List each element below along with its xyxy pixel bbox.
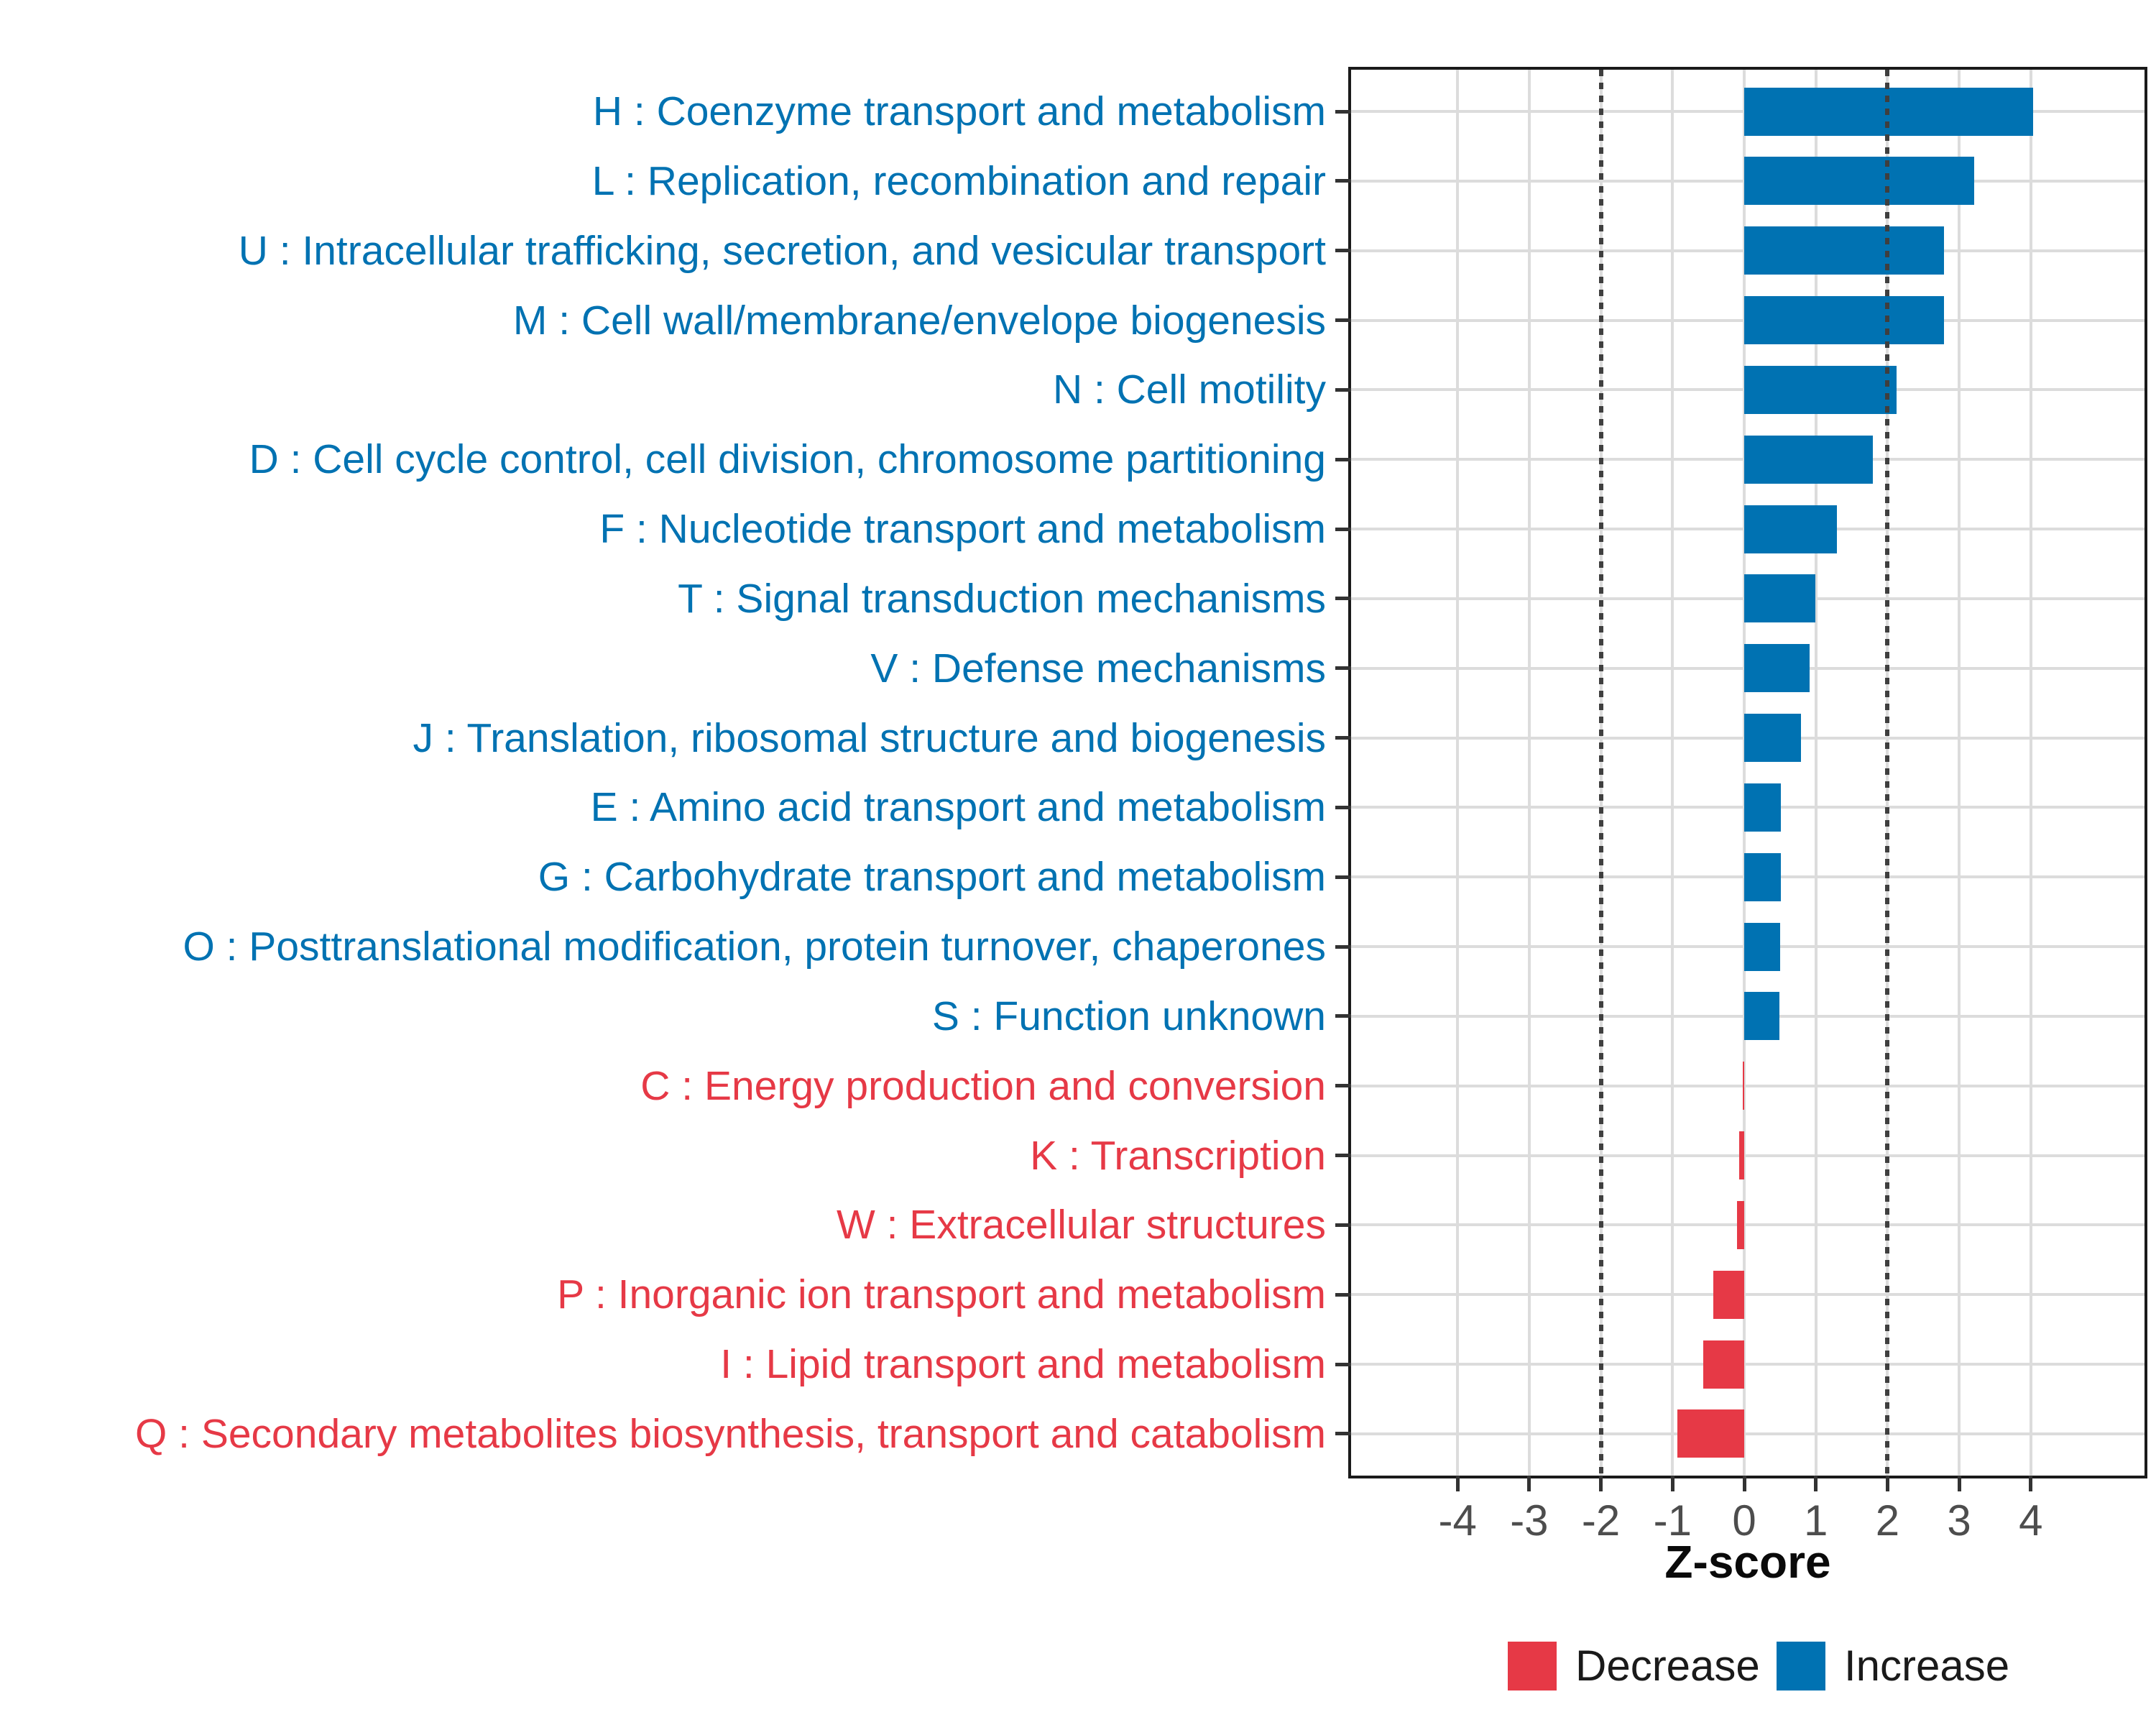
bar-U — [1744, 226, 1944, 275]
y-tick-mark-M — [1335, 318, 1351, 322]
x-tick-mark — [1886, 1476, 1889, 1491]
x-tick-mark — [1671, 1476, 1674, 1491]
x-tick-mark — [1527, 1476, 1531, 1491]
y-gridline — [1351, 1223, 2145, 1226]
x-gridline — [2030, 70, 2032, 1476]
y-axis-label-P: P : Inorganic ion transport and metabolism — [557, 1271, 1326, 1318]
x-tick-mark — [2029, 1476, 2032, 1491]
y-tick-mark-I — [1335, 1363, 1351, 1366]
x-gridline — [1815, 70, 1818, 1476]
x-tick-label: 3 — [1947, 1496, 1971, 1545]
x-gridline — [1671, 70, 1674, 1476]
y-tick-mark-E — [1335, 806, 1351, 809]
y-axis-label-K: K : Transcription — [1030, 1132, 1326, 1179]
bar-V — [1744, 644, 1810, 692]
x-tick-label: 1 — [1804, 1496, 1828, 1545]
y-gridline — [1351, 1432, 2145, 1435]
x-tick-mark — [1743, 1476, 1746, 1491]
reference-line-2 — [1885, 70, 1889, 1476]
x-axis-title: Z-score — [1664, 1536, 1831, 1588]
y-axis-label-M: M : Cell wall/membrane/envelope biogenesis — [512, 297, 1326, 344]
y-tick-mark-N — [1335, 388, 1351, 392]
x-gridline — [1528, 70, 1531, 1476]
y-axis-label-D: D : Cell cycle control, cell division, chromosome partitioning — [249, 436, 1326, 483]
y-tick-mark-C — [1335, 1084, 1351, 1087]
y-axis-label-S: S : Function unknown — [931, 993, 1326, 1039]
y-gridline — [1351, 1085, 2145, 1087]
panel-border-box — [1348, 67, 2147, 1478]
bar-Q — [1677, 1409, 1744, 1458]
bar-E — [1744, 783, 1781, 832]
x-gridline — [1743, 70, 1746, 1476]
bar-O — [1744, 923, 1780, 971]
bar-C — [1743, 1062, 1744, 1110]
y-axis-label-E: E : Amino acid transport and metabolism — [590, 784, 1326, 831]
bar-L — [1744, 157, 1974, 205]
x-tick-label: -3 — [1510, 1496, 1549, 1545]
y-axis-label-V: V : Defense mechanisms — [870, 645, 1326, 691]
x-tick-mark — [1599, 1476, 1603, 1491]
bar-W — [1737, 1201, 1744, 1249]
y-tick-mark-G — [1335, 875, 1351, 879]
x-tick-mark — [1456, 1476, 1460, 1491]
y-gridline — [1351, 1363, 2145, 1366]
bar-S — [1744, 992, 1779, 1040]
y-axis-label-L: L : Replication, recombination and repair — [591, 157, 1326, 204]
y-tick-mark-J — [1335, 736, 1351, 740]
y-tick-mark-L — [1335, 179, 1351, 183]
bar-T — [1744, 574, 1815, 622]
reference-line--2 — [1599, 70, 1603, 1476]
bar-K — [1739, 1131, 1744, 1179]
y-axis-label-N: N : Cell motility — [1052, 367, 1326, 413]
y-axis-label-C: C : Energy production and conversion — [640, 1062, 1326, 1109]
y-axis-label-J: J : Translation, ribosomal structure and biogenesis — [413, 714, 1326, 761]
y-axis-label-F: F : Nucleotide transport and metabolism — [599, 506, 1326, 553]
x-tick-label: 0 — [1732, 1496, 1756, 1545]
y-tick-mark-Q — [1335, 1432, 1351, 1435]
y-axis-label-T: T : Signal transduction mechanisms — [678, 575, 1326, 622]
y-axis-label-H: H : Coenzyme transport and metabolism — [592, 88, 1326, 135]
legend-key-increase — [1777, 1642, 1825, 1690]
bar-I — [1703, 1340, 1744, 1389]
bar-M — [1744, 296, 1944, 344]
y-gridline — [1351, 1293, 2145, 1296]
y-gridline — [1351, 1154, 2145, 1157]
legend-label-decrease: Decrease — [1575, 1642, 1760, 1690]
x-tick-label: -4 — [1438, 1496, 1477, 1545]
bar-P — [1713, 1271, 1744, 1319]
y-tick-mark-W — [1335, 1223, 1351, 1227]
legend-key-decrease — [1508, 1642, 1557, 1690]
y-tick-mark-D — [1335, 458, 1351, 461]
bar-J — [1744, 714, 1801, 762]
y-tick-mark-K — [1335, 1154, 1351, 1157]
x-gridline — [1456, 70, 1459, 1476]
y-tick-mark-O — [1335, 945, 1351, 949]
y-tick-mark-F — [1335, 528, 1351, 531]
y-axis-label-W: W : Extracellular structures — [837, 1202, 1326, 1248]
y-axis-label-Q: Q : Secondary metabolites biosynthesis, transport and catabolism — [134, 1410, 1326, 1457]
y-tick-mark-V — [1335, 666, 1351, 670]
x-tick-label: 2 — [1875, 1496, 1900, 1545]
x-tick-mark — [1814, 1476, 1818, 1491]
y-tick-mark-P — [1335, 1293, 1351, 1297]
bar-N — [1744, 366, 1897, 414]
x-tick-label: -1 — [1653, 1496, 1692, 1545]
y-axis-label-U: U : Intracellular trafficking, secretion, and vesicular transport — [238, 227, 1326, 274]
bar-G — [1744, 853, 1781, 901]
x-gridline — [1958, 70, 1961, 1476]
x-tick-mark — [1958, 1476, 1961, 1491]
y-axis-label-G: G : Carbohydrate transport and metabolism — [538, 854, 1326, 901]
y-tick-mark-H — [1335, 110, 1351, 114]
x-tick-label: -2 — [1581, 1496, 1621, 1545]
y-axis-label-O: O : Posttranslational modification, protein turnover, chaperones — [183, 924, 1326, 970]
y-tick-mark-U — [1335, 249, 1351, 252]
x-tick-label: 4 — [2019, 1496, 2043, 1545]
y-tick-mark-S — [1335, 1014, 1351, 1018]
bar-D — [1744, 436, 1873, 484]
bar-F — [1744, 505, 1837, 553]
y-tick-mark-T — [1335, 597, 1351, 600]
y-axis-label-I: I : Lipid transport and metabolism — [720, 1341, 1326, 1388]
legend-label-increase: Increase — [1844, 1642, 2010, 1690]
